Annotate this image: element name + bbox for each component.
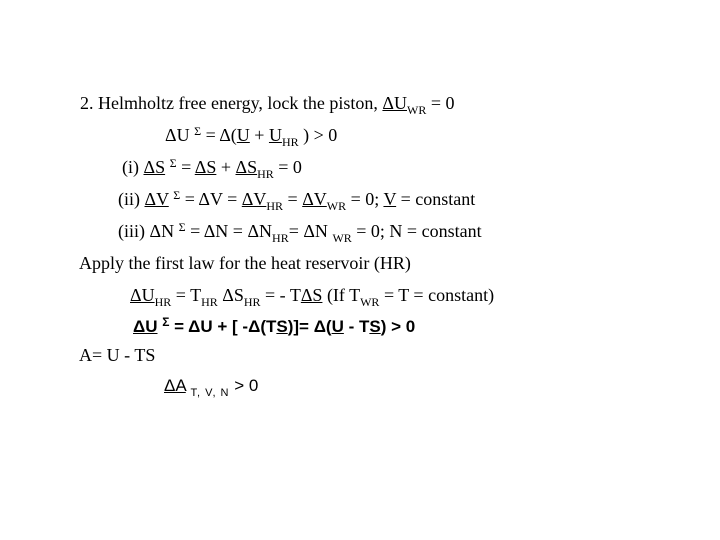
equation-heat-reservoir: [130, 284, 494, 308]
eq-part: ΔU: [133, 317, 158, 336]
eq-part: ΔS: [235, 157, 258, 177]
sigma-superscript: Σ: [178, 220, 186, 234]
eq-part: U: [236, 125, 250, 145]
eq-part: = ΔV =: [180, 189, 242, 209]
eq-part: ΔV: [302, 189, 327, 209]
eq-part: ΔV: [241, 189, 267, 209]
equation-helmholtz-condition: [133, 316, 415, 339]
hr-subscript: HR: [272, 231, 289, 245]
hr-subscript: HR: [154, 295, 172, 309]
eq-part: = ΔN = ΔN: [185, 221, 273, 241]
equation-particles: [118, 220, 482, 244]
eq-part: ΔU: [165, 125, 190, 145]
wr-subscript: WR: [360, 295, 380, 309]
title-delta-u: ΔU: [382, 93, 407, 113]
eq-part: = Δ(: [201, 125, 237, 145]
eq-part: U: [268, 125, 282, 145]
eq-part: (iii) ΔN: [118, 221, 179, 241]
equation-total-energy: [165, 124, 337, 148]
eq-part: =: [283, 189, 303, 209]
hr-subscript: HR: [243, 295, 261, 309]
eq-part: +: [249, 125, 269, 145]
hr-subscript: HR: [257, 167, 274, 181]
title-text: 2. Helmholtz free energy, lock the piston,: [80, 93, 383, 113]
eq-part: ΔS: [194, 157, 217, 177]
eq-part: > 0: [229, 376, 259, 395]
hr-subscript: HR: [266, 199, 284, 213]
eq-part: = constant: [396, 189, 476, 209]
sigma-superscript: Σ: [194, 124, 202, 138]
eq-part: = ΔU + [ -Δ(T: [169, 317, 277, 336]
helmholtz-definition: [79, 344, 155, 366]
first-law-text: Apply the first law for the heat reservoir (HR): [79, 253, 411, 273]
eq-part: =: [176, 157, 195, 177]
wr-subscript: WR: [326, 199, 347, 213]
eq-part: ΔV: [144, 189, 169, 209]
title-line: [80, 92, 455, 116]
eq-part: = ΔN: [288, 221, 333, 241]
equation-entropy: [122, 156, 302, 180]
eq-part: ΔS: [217, 285, 244, 305]
eq-part: ΔA: [164, 376, 186, 395]
eq-part: ) > 0: [298, 125, 338, 145]
eq-part: V: [383, 189, 397, 209]
hr-subscript: HR: [281, 135, 299, 149]
eq-part: ΔU: [130, 285, 155, 305]
title-tail: = 0: [426, 93, 455, 113]
eq-part: )]= Δ(: [287, 317, 332, 336]
sigma-superscript: Σ: [162, 315, 170, 329]
eq-part: (ii): [118, 189, 145, 209]
eq-part: U: [331, 317, 344, 336]
eq-part: = - T: [260, 285, 301, 305]
eq-part: (If T: [322, 285, 361, 305]
helmholtz-text: A= U - TS: [79, 345, 156, 365]
eq-part: ΔS: [300, 285, 323, 305]
eq-part: +: [216, 157, 236, 177]
wr-subscript: WR: [332, 231, 352, 245]
first-law-heading: [79, 252, 411, 274]
eq-part: = 0;: [346, 189, 384, 209]
hr-subscript: HR: [201, 295, 218, 309]
eq-part: (i): [122, 157, 144, 177]
eq-part: = T: [171, 285, 202, 305]
eq-part: S: [369, 317, 381, 336]
eq-part: ΔS: [143, 157, 166, 177]
eq-part: S: [276, 317, 288, 336]
eq-part: = T = constant): [379, 285, 495, 305]
equation-volume: [118, 188, 475, 212]
tvn-subscript: T, V, N: [190, 387, 230, 399]
equation-delta-a: [164, 375, 258, 399]
eq-part: - T: [343, 317, 370, 336]
sigma-superscript: Σ: [169, 156, 177, 170]
sigma-superscript: Σ: [173, 188, 181, 202]
eq-part: ) > 0: [380, 317, 416, 336]
eq-part: = 0: [273, 157, 302, 177]
eq-part: = 0; N = constant: [351, 221, 482, 241]
title-subscript: WR: [407, 103, 427, 117]
